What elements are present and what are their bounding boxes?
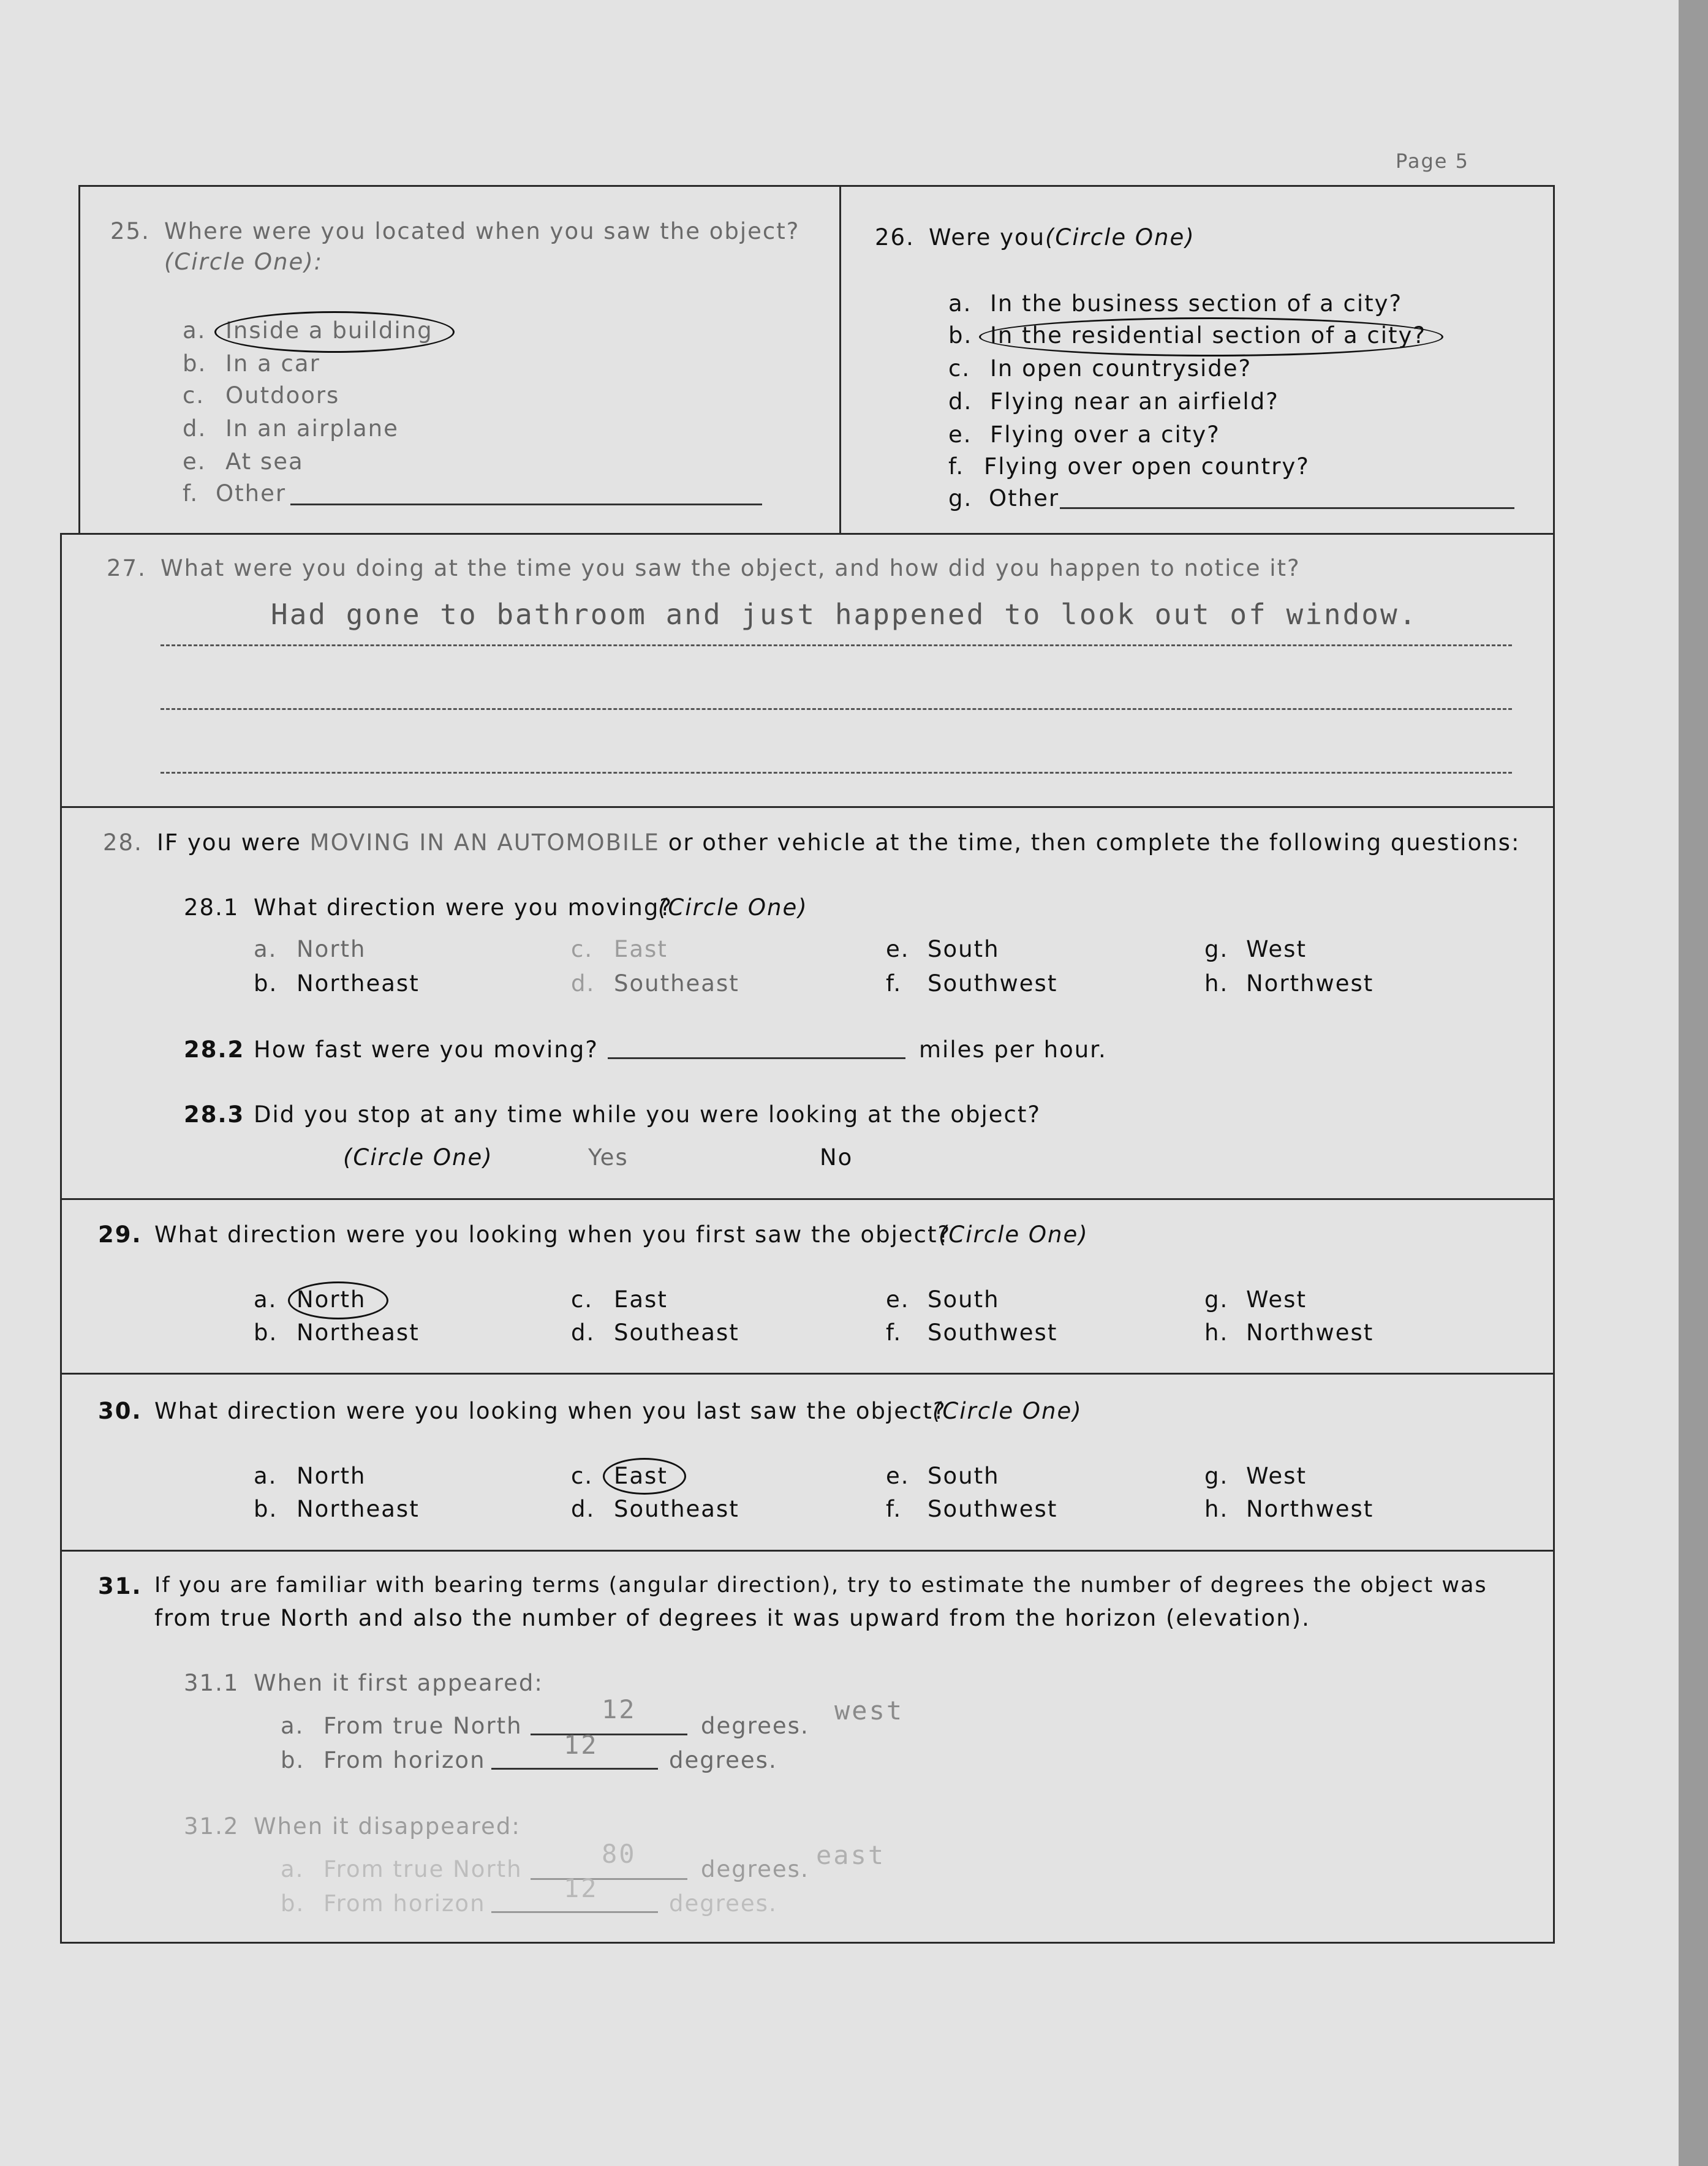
q31-1-a-unit: degrees. bbox=[701, 1713, 809, 1739]
q29-number: 29. bbox=[98, 1221, 142, 1248]
q28-1-option-text: North bbox=[297, 936, 366, 962]
q25-option-letter: c. bbox=[183, 382, 205, 409]
q25-option-text: In a car bbox=[225, 350, 320, 377]
q30-option-text: West bbox=[1246, 1463, 1307, 1489]
q27-answer-line-3 bbox=[161, 772, 1512, 774]
frame-bottom bbox=[60, 1942, 1555, 1944]
q29-circle-mark bbox=[288, 1281, 388, 1319]
q29-option-text: South bbox=[928, 1286, 1000, 1313]
q31-2-a-blank bbox=[531, 1878, 687, 1880]
q28-3-no[interactable]: No bbox=[820, 1144, 853, 1171]
q25-circle-mark bbox=[214, 311, 455, 353]
q28-2-speed-blank[interactable] bbox=[608, 1057, 905, 1059]
q31-1-b-text: From horizon bbox=[323, 1747, 486, 1773]
q30-option-text: North bbox=[297, 1463, 366, 1489]
q26-option-text: Flying over a city? bbox=[990, 421, 1220, 448]
q26-other-blank[interactable] bbox=[1060, 507, 1514, 509]
q31-2-number: 31.2 bbox=[184, 1813, 240, 1840]
divider-29 bbox=[60, 1198, 1555, 1200]
divider-25-26 bbox=[839, 185, 841, 534]
q25-question: Where were you located when you saw the object? bbox=[164, 218, 800, 244]
q26-option-text: Flying over open country? bbox=[984, 453, 1310, 480]
q28-1-option-letter: g. bbox=[1204, 936, 1229, 962]
q25-option-text: In an airplane bbox=[225, 415, 399, 442]
q25-option-letter: a. bbox=[183, 317, 206, 344]
q27-answer[interactable]: Had gone to bathroom and just happened to look out of window. bbox=[271, 598, 1418, 631]
q28-3-instruction: (Circle One) bbox=[343, 1144, 493, 1171]
q29-option-text: West bbox=[1246, 1286, 1307, 1313]
q25-option-text: Inside a building bbox=[225, 317, 433, 344]
q26-option-letter: a. bbox=[948, 290, 972, 317]
q31-1-b-value[interactable]: 12 bbox=[564, 1730, 599, 1760]
q31-1-number: 31.1 bbox=[184, 1670, 240, 1696]
q31-1-a-text: From true North bbox=[323, 1713, 523, 1739]
q26-instruction: (Circle One) bbox=[1045, 224, 1195, 251]
q29-option-letter: d. bbox=[571, 1319, 595, 1346]
q31-2-a-unit: degrees. bbox=[701, 1856, 809, 1882]
q29-option-letter: c. bbox=[571, 1286, 594, 1313]
divider-27 bbox=[60, 533, 1555, 535]
q26-option-text: In the business section of a city? bbox=[990, 290, 1403, 317]
q28-1-option-letter: h. bbox=[1204, 970, 1229, 997]
q28-2-number: 28.2 bbox=[184, 1036, 245, 1063]
q31-question-line2: from true North and also the number of degrees it was upward from the horizon (elevation). bbox=[154, 1605, 1310, 1631]
q28-1-question: What direction were you moving? bbox=[254, 894, 673, 921]
q31-1-a-label: a. bbox=[281, 1713, 304, 1739]
q28-1-option-text: Southwest bbox=[928, 970, 1058, 997]
q30-option-letter: f. bbox=[886, 1496, 902, 1522]
q30-option-letter: c. bbox=[571, 1463, 594, 1489]
q28-3-number: 28.3 bbox=[184, 1101, 245, 1128]
q31-2-b-blank bbox=[491, 1911, 658, 1913]
q31-2-b-label: b. bbox=[281, 1890, 305, 1917]
q31-2-b-text: From horizon bbox=[323, 1890, 486, 1917]
q30-option-letter: g. bbox=[1204, 1463, 1229, 1489]
q28-1-instruction: (Circle One) bbox=[658, 894, 808, 921]
q28-1-option-letter: b. bbox=[254, 970, 278, 997]
q28-2-unit: miles per hour. bbox=[919, 1036, 1107, 1063]
q28-1-option-text: East bbox=[614, 936, 668, 962]
q28-1-option-letter: a. bbox=[254, 936, 278, 962]
q28-1-option-text: Northeast bbox=[297, 970, 420, 997]
q25-option-text: Other bbox=[216, 480, 287, 507]
q29-option-letter: e. bbox=[886, 1286, 910, 1313]
q30-option-letter: e. bbox=[886, 1463, 910, 1489]
q28-question-caps: MOVING IN AN AUTOMOBILE bbox=[309, 829, 660, 856]
divider-30 bbox=[60, 1373, 1555, 1375]
q26-option-text: Other bbox=[989, 485, 1060, 511]
q26-option-letter: f. bbox=[948, 453, 965, 480]
q25-option-letter: d. bbox=[183, 415, 207, 442]
q29-option-text: East bbox=[614, 1286, 668, 1313]
q28-question-suffix: or other vehicle at the time, then complete the following questions: bbox=[659, 829, 1521, 856]
q26-option-letter: b. bbox=[948, 322, 973, 349]
q30-option-letter: a. bbox=[254, 1463, 278, 1489]
q31-1-a-note[interactable]: west bbox=[834, 1696, 904, 1726]
q26-option-letter: d. bbox=[948, 388, 973, 415]
q29-instruction: (Circle One) bbox=[939, 1221, 1089, 1248]
q29-option-letter: g. bbox=[1204, 1286, 1229, 1313]
q28-number: 28. bbox=[103, 829, 143, 856]
q31-question-line1: If you are familiar with bearing terms (angular direction), try to estimate the number of degrees the object was bbox=[154, 1573, 1487, 1598]
q28-3-question: Did you stop at any time while you were looking at the object? bbox=[254, 1101, 1041, 1128]
q29-option-text: Northeast bbox=[297, 1319, 420, 1346]
q31-2-b-value[interactable]: 12 bbox=[564, 1873, 599, 1903]
q28-1-option-letter: f. bbox=[886, 970, 902, 997]
q27-number: 27. bbox=[107, 555, 146, 581]
q26-option-letter: c. bbox=[948, 355, 971, 382]
q31-2-a-note[interactable]: east bbox=[816, 1840, 886, 1870]
frame-top bbox=[78, 185, 1555, 187]
q28-1-option-text: South bbox=[928, 936, 1000, 962]
frame-left-upper bbox=[78, 185, 80, 534]
q31-number: 31. bbox=[98, 1573, 142, 1599]
q29-question: What direction were you looking when you first saw the object? bbox=[154, 1221, 951, 1248]
q31-1-a-blank bbox=[531, 1734, 687, 1735]
q26-option-text: In the residential section of a city? bbox=[990, 322, 1427, 349]
q29-option-text: Southeast bbox=[614, 1319, 739, 1346]
scan-edge bbox=[1679, 0, 1708, 2166]
q30-option-letter: d. bbox=[571, 1496, 595, 1522]
q25-other-blank[interactable] bbox=[290, 504, 762, 505]
q31-2-a-label: a. bbox=[281, 1856, 304, 1882]
q29-option-letter: a. bbox=[254, 1286, 278, 1313]
q30-option-text: Southwest bbox=[928, 1496, 1058, 1522]
q27-question: What were you doing at the time you saw the object, and how did you happen to notice it? bbox=[161, 555, 1301, 581]
divider-31 bbox=[60, 1550, 1555, 1552]
q28-1-option-text: Southeast bbox=[614, 970, 739, 997]
q28-1-number: 28.1 bbox=[184, 894, 240, 921]
q30-option-text: Northwest bbox=[1246, 1496, 1374, 1522]
q31-2-b-unit: degrees. bbox=[669, 1890, 777, 1917]
q29-option-letter: b. bbox=[254, 1319, 278, 1346]
q26-question: Were you bbox=[929, 224, 1046, 251]
q29-option-text: Northwest bbox=[1246, 1319, 1374, 1346]
frame-left-lower bbox=[60, 534, 62, 1943]
q27-answer-line-1 bbox=[161, 644, 1512, 646]
q25-number: 25. bbox=[110, 218, 150, 244]
q31-1-b-label: b. bbox=[281, 1747, 305, 1773]
q29-option-letter: f. bbox=[886, 1319, 902, 1346]
q25-option-text: Outdoors bbox=[225, 382, 340, 409]
q31-1-b-unit: degrees. bbox=[669, 1747, 777, 1773]
q31-1-title: When it first appeared: bbox=[254, 1670, 543, 1696]
q30-option-text: Southeast bbox=[614, 1496, 739, 1522]
q28-1-option-letter: d. bbox=[571, 970, 595, 997]
q28-2-question: How fast were you moving? bbox=[254, 1036, 599, 1063]
q28-3-yes[interactable]: Yes bbox=[588, 1144, 629, 1171]
q25-option-letter: f. bbox=[183, 480, 199, 507]
q31-1-a-value[interactable]: 12 bbox=[602, 1694, 637, 1724]
q26-number: 26. bbox=[875, 224, 915, 251]
q30-number: 30. bbox=[98, 1398, 142, 1424]
q30-option-letter: b. bbox=[254, 1496, 278, 1522]
q29-option-letter: h. bbox=[1204, 1319, 1229, 1346]
q31-1-b-blank bbox=[491, 1768, 658, 1770]
q28-1-option-letter: e. bbox=[886, 936, 910, 962]
q25-instruction: (Circle One): bbox=[164, 249, 323, 275]
q30-circle-mark bbox=[603, 1458, 686, 1495]
q31-2-title: When it disappeared: bbox=[254, 1813, 521, 1840]
q26-circle-mark bbox=[979, 317, 1443, 357]
q26-option-text: Flying near an airfield? bbox=[990, 388, 1279, 415]
page-label: Page 5 bbox=[1396, 149, 1469, 173]
frame-right bbox=[1553, 185, 1555, 1943]
q28-1-option-text: West bbox=[1246, 936, 1307, 962]
q29-option-text: Southwest bbox=[928, 1319, 1058, 1346]
q30-option-text: South bbox=[928, 1463, 1000, 1489]
q25-option-letter: b. bbox=[183, 350, 207, 377]
q27-answer-line-2 bbox=[161, 708, 1512, 710]
q28-1-option-letter: c. bbox=[571, 936, 594, 962]
q26-option-letter: g. bbox=[948, 485, 973, 511]
q28-question-prefix: IF you were bbox=[157, 829, 310, 856]
q30-option-text: Northeast bbox=[297, 1496, 420, 1522]
q29-option-text: North bbox=[297, 1286, 366, 1313]
q25-option-text: At sea bbox=[225, 448, 304, 475]
q25-option-letter: e. bbox=[183, 448, 206, 475]
q30-instruction: (Circle One) bbox=[932, 1398, 1083, 1424]
q30-question: What direction were you looking when you last saw the object? bbox=[154, 1398, 947, 1424]
q31-2-a-value[interactable]: 80 bbox=[602, 1839, 637, 1869]
q26-option-text: In open countryside? bbox=[990, 355, 1252, 382]
divider-28 bbox=[60, 806, 1555, 808]
q30-option-text: East bbox=[614, 1463, 668, 1489]
q31-2-a-text: From true North bbox=[323, 1856, 523, 1882]
q30-option-letter: h. bbox=[1204, 1496, 1229, 1522]
q28-question bbox=[157, 829, 1520, 856]
q26-option-letter: e. bbox=[948, 421, 972, 448]
q28-1-option-text: Northwest bbox=[1246, 970, 1374, 997]
